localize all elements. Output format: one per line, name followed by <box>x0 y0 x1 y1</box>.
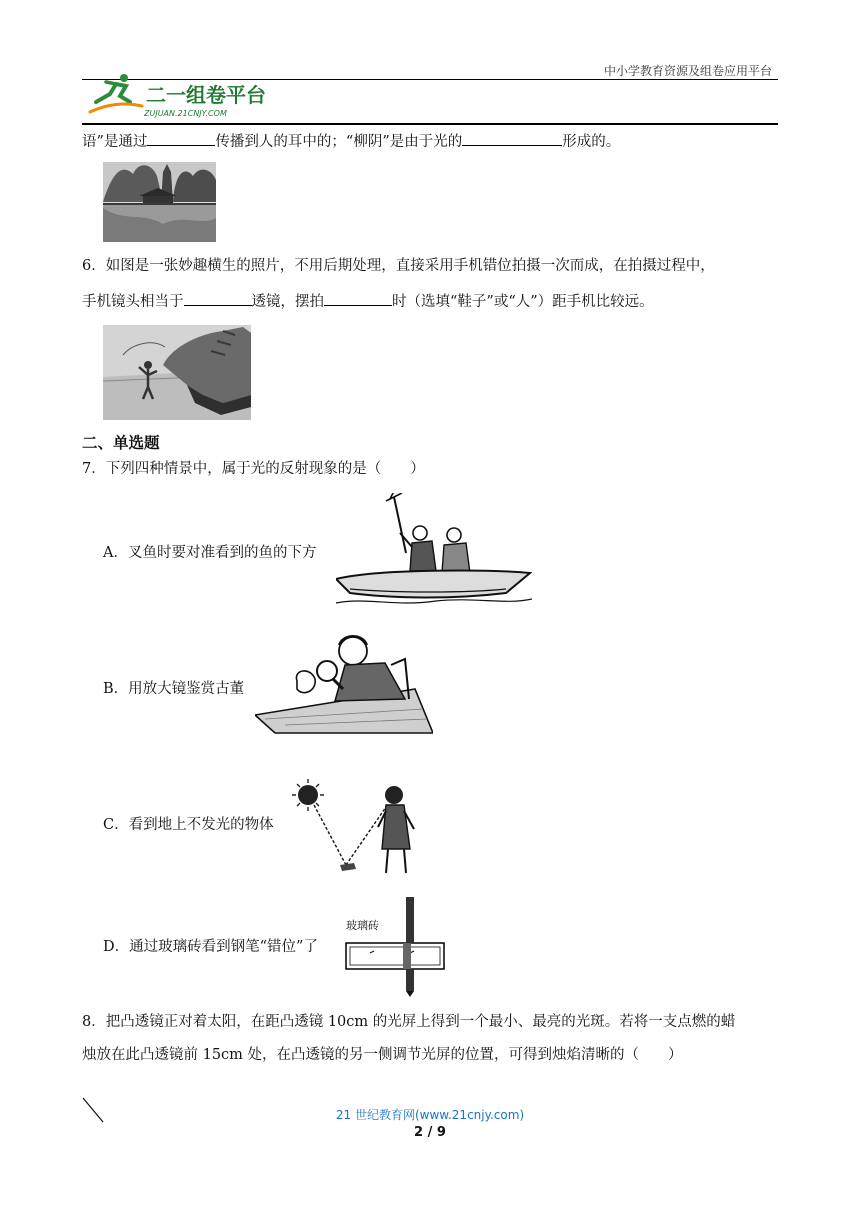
question-6-line-1: 6．如图是一张妙趣横生的照片，不用后期处理，直接采用手机错位拍摄一次而成，在拍摄过程中， <box>82 258 715 274</box>
question-8-line-2: 烛放在此凸透镜前 15cm 处，在凸透镜的另一侧调节光屏的位置，可得到烛焰清晰的（ ） <box>82 1047 683 1063</box>
shoe-person-photo <box>103 325 251 420</box>
question-6-line-2 <box>82 291 654 312</box>
q5-blank-1[interactable] <box>147 131 215 146</box>
q6-blank-2[interactable] <box>324 291 392 306</box>
option-b[interactable]: B．用放大镜鉴赏古董 <box>103 681 245 697</box>
q6-text-2: 透镜，摆拍 <box>251 294 324 310</box>
logo-subtext: ZUJUAN.21CNJY.COM <box>144 109 227 118</box>
logo <box>86 72 276 120</box>
header-divider-bottom <box>82 123 778 125</box>
willow-lake-photo <box>103 162 216 242</box>
glass-brick-label: 玻璃砖 <box>346 919 379 932</box>
q6-blank-1[interactable] <box>184 291 252 306</box>
footer-site-link[interactable]: 21 世纪教育网(www.21cnjy.com) <box>335 1108 525 1122</box>
runner-logo-icon <box>90 74 142 112</box>
q5-blank-2[interactable] <box>462 131 562 146</box>
q6-text-1: 手机镜头相当于 <box>82 294 184 310</box>
q5-text-3: 形成的。 <box>562 134 621 150</box>
glass-brick-pen-image <box>340 893 450 997</box>
q6-text-3: 时（选填“鞋子”或“人”）距手机比较远。 <box>392 294 654 310</box>
question-7-stem: 7．下列四种情景中，属于光的反射现象的是（ ） <box>82 461 425 477</box>
option-d[interactable]: D．通过玻璃砖看到钢笔“错位”了 <box>103 939 318 955</box>
question-5-tail <box>82 131 620 152</box>
option-c[interactable]: C．看到地上不发光的物体 <box>103 817 274 833</box>
option-a[interactable]: A．叉鱼时要对准看到的鱼的下方 <box>103 545 317 561</box>
platform-name: 中小学教育资源及组卷应用平台 <box>603 64 772 78</box>
page-number: 2 / 9 <box>414 1125 446 1140</box>
q5-text-2: 传播到人的耳中的；“柳阴”是由于光的 <box>215 134 463 150</box>
fishing-spear-image <box>336 493 532 610</box>
section-title: 二、单选题 <box>82 434 160 452</box>
logo-text: 二一组卷平台 <box>146 83 266 107</box>
magnifier-antique-image <box>255 629 433 739</box>
question-8-line-1: 8．把凸透镜正对着太阳，在距凸透镜 10cm 的光屏上得到一个最小、最亮的光斑。若将一支点燃的蜡 <box>82 1014 736 1030</box>
sun-reflection-image <box>290 777 440 882</box>
q5-text-1: 语”是通过 <box>82 134 148 150</box>
